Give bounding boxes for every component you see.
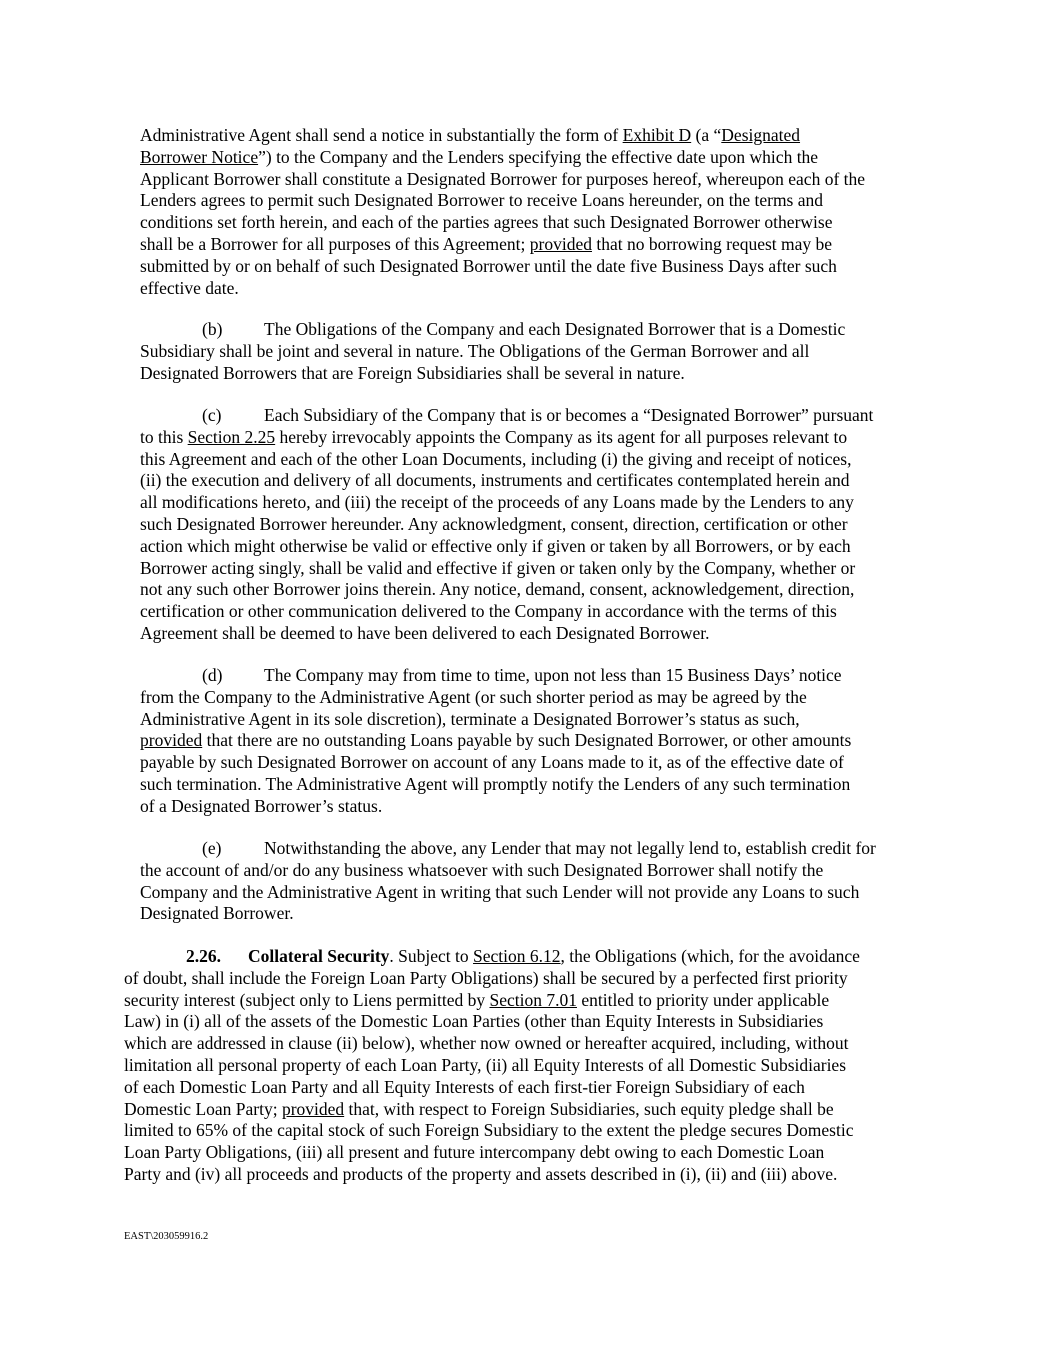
defined-term: Borrower Notice — [140, 146, 259, 167]
text-run: . Subject to — [389, 946, 474, 966]
text-line: Designated Borrower. — [140, 903, 294, 924]
text-line — [140, 125, 865, 147]
text-line: from the Company to the Administrative Agent (or such shorter period as may be agreed by the — [140, 686, 807, 707]
text-line: Lenders agrees to permit such Designated Borrower to receive Loans hereunder, on the terms and — [140, 190, 824, 211]
text-line — [140, 147, 865, 169]
text-run: The Obligations of the Company and each Designated Borrower that is a Domestic — [264, 319, 846, 339]
text-line — [140, 730, 851, 752]
text-run: (a “ — [691, 125, 722, 145]
text-line: such Designated Borrower hereunder. Any acknowledgment, consent, direction, certification or other — [140, 513, 848, 534]
text-line: which are addressed in clause (ii) below), whether now owned or hereafter acquired, including, without — [124, 1033, 849, 1054]
text-line — [140, 838, 876, 860]
text-line: payable by such Designated Borrower on account of any Loans made to it, as of the effective date of — [140, 752, 844, 773]
text-line: of each Domestic Loan Party and all Equity Interests of each first-tier Foreign Subsidiary of each — [124, 1076, 805, 1097]
text-line: this Agreement and each of the other Loan Documents, including (i) the giving and receipt of notices, — [140, 448, 852, 469]
text-line: Agreement shall be deemed to have been delivered to each Designated Borrower. — [140, 622, 710, 643]
section-reference: Section 2.25 — [187, 426, 276, 447]
section-reference: Section 7.01 — [489, 989, 577, 1010]
subsection-b — [140, 319, 845, 384]
defined-term: Designated — [721, 125, 801, 145]
document-id-footer: EAST\203059916.2 — [124, 1231, 209, 1242]
text-line: all modifications hereto, and (iii) the receipt of the proceeds of any Loans made by the Lenders to any — [140, 492, 854, 513]
text-line: Applicant Borrower shall constitute a Designated Borrower for purposes hereof, whereupon each of the — [140, 168, 866, 189]
subsection-d — [140, 665, 851, 818]
text-line: limitation all personal property of each Loan Party, (ii) all Equity Interests of all Domestic Subsidiaries — [124, 1054, 847, 1075]
exhibit-d-reference: Exhibit D — [622, 125, 692, 145]
text-line: Law) in (i) all of the assets of the Domestic Loan Parties (other than Equity Interests in Subsidiaries — [124, 1011, 824, 1032]
provided-term: provided — [140, 730, 203, 751]
text-line — [140, 427, 873, 449]
text-run: Each Subsidiary of the Company that is or becomes a “Designated Borrower” pursuant — [264, 405, 874, 425]
continuation-paragraph — [140, 125, 865, 299]
text-run: Administrative Agent shall send a notice in substantially the form of — [140, 125, 623, 145]
text-run: ”) to the Company and the Lenders specifying the effective date upon which the — [258, 146, 819, 167]
text-line — [140, 665, 851, 687]
text-run: entitled to priority under applicable — [576, 989, 830, 1010]
text-line: of doubt, shall include the Foreign Loan Party Obligations) shall be secured by a perfected first priority — [124, 967, 848, 988]
text-line: action which might otherwise be valid or effective only if given or taken by all Borrowers, or by each — [140, 535, 851, 556]
subsection-label: (d) — [202, 665, 223, 685]
text-run: hereby irrevocably appoints the Company as its agent for all purposes relevant to — [275, 426, 848, 447]
text-line — [140, 234, 865, 256]
text-run: shall be a Borrower for all purposes of this Agreement; — [140, 233, 530, 254]
section-2-26 — [124, 946, 860, 1186]
provided-term: provided — [281, 1098, 345, 1119]
text-run: Notwithstanding the above, any Lender that may not legally lend to, establish credit for — [264, 838, 876, 858]
subsection-label: (c) — [202, 405, 222, 425]
text-line: Designated Borrowers that are Foreign Subsidiaries shall be several in nature. — [140, 362, 685, 383]
text-line — [124, 946, 860, 968]
text-line: (ii) the execution and delivery of all documents, instruments and certificates contemplated herein and — [140, 470, 850, 491]
text-line: Administrative Agent in its sole discretion), terminate a Designated Borrower’s status as such, — [140, 708, 800, 729]
subsection-label: (b) — [202, 319, 223, 339]
subsection-c — [140, 405, 873, 645]
text-line — [140, 319, 845, 341]
text-line: such termination. The Administrative Agent will promptly notify the Lenders of any such termination — [140, 773, 851, 794]
text-line: Company and the Administrative Agent in writing that such Lender will not provide any Loans to such — [140, 881, 860, 902]
section-title: Collateral Security — [248, 946, 390, 966]
subsection-e — [140, 838, 876, 925]
text-line — [124, 990, 860, 1012]
text-line: Loan Party Obligations, (iii) all present and future intercompany debt owing to each Domestic Loan — [124, 1142, 825, 1163]
text-run: that there are no outstanding Loans payable by such Designated Borrower, or other amounts — [202, 730, 852, 751]
text-line: certification or other communication delivered to the Company in accordance with the terms of this — [140, 601, 837, 622]
text-run: , the Obligations (which, for the avoidance — [560, 946, 860, 966]
text-line — [124, 1099, 860, 1121]
text-run: Domestic Loan Party; — [124, 1098, 282, 1119]
text-line: effective date. — [140, 277, 239, 298]
text-line: Borrower acting singly, shall be valid and effective if given or taken only by the Company, whether or — [140, 557, 856, 578]
text-line: not any such other Borrower joins therein. Any notice, demand, consent, acknowledgement, direction, — [140, 579, 855, 600]
provided-term: provided — [529, 233, 592, 254]
text-run: to this — [140, 426, 188, 447]
text-run: that, with respect to Foreign Subsidiaries, such equity pledge shall be — [344, 1098, 834, 1119]
text-run: security interest (subject only to Liens permitted by — [124, 989, 490, 1010]
text-line: the account of and/or do any business whatsoever with such Designated Borrower shall notify the — [140, 859, 824, 880]
text-line: conditions set forth herein, and each of the parties agrees that such Designated Borrower otherwise — [140, 212, 833, 233]
text-line: submitted by or on behalf of such Designated Borrower until the date five Business Days after such — [140, 255, 837, 276]
section-number: 2.26. — [186, 946, 221, 966]
text-run: that no borrowing request may be — [591, 233, 833, 254]
text-line — [140, 405, 873, 427]
section-reference: Section 6.12 — [473, 946, 561, 966]
text-line: of a Designated Borrower’s status. — [140, 795, 383, 816]
subsection-label: (e) — [202, 838, 222, 858]
text-line: Subsidiary shall be joint and several in nature. The Obligations of the German Borrower and all — [140, 340, 810, 361]
text-run: The Company may from time to time, upon not less than 15 Business Days’ notice — [264, 665, 842, 685]
text-line: limited to 65% of the capital stock of such Foreign Subsidiary to the extent the pledge secures Domestic — [124, 1120, 854, 1141]
text-line: Party and (iv) all proceeds and products of the property and assets described in (i), (ii) and (iii) above. — [124, 1163, 838, 1184]
